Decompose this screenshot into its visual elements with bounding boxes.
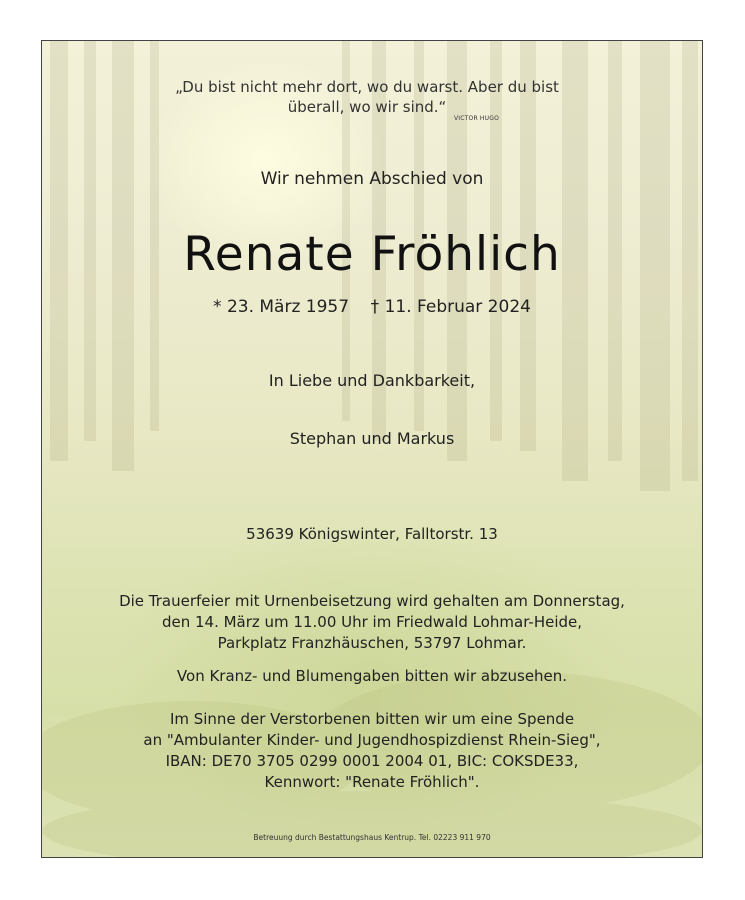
donation-line-3: IBAN: DE70 3705 0299 0001 2004 01, BIC: COKSDE33, (165, 752, 579, 770)
intro-text: Wir nehmen Abschied von (260, 169, 484, 189)
ceremony-info (62, 591, 682, 654)
donation-line-1: Im Sinne der Verstorbenen bitten wir um eine Spende (169, 710, 575, 728)
quote-text (102, 77, 632, 117)
ceremony-line-1: Die Trauerfeier mit Urnenbeisetzung wird gehalten am Donnerstag, (119, 592, 625, 610)
dedication-text: In Liebe und Dankbarkeit, (268, 371, 476, 390)
family-address: 53639 Königswinter, Falltorstr. 13 (246, 525, 498, 543)
life-dates: * 23. März 1957 † 11. Februar 2024 (213, 297, 531, 317)
donation-line-4: Kennwort: "Renate Fröhlich". (264, 773, 480, 791)
quote-line-2: überall, wo wir sind.“ (287, 98, 447, 116)
donation-info (62, 709, 682, 793)
funeral-home-footer: Betreuung durch Bestattungshaus Kentrup. Tel. 02223 911 970 (253, 833, 491, 842)
quote-line-1: „Du bist nicht mehr dort, wo du warst. Aber du bist (175, 78, 559, 96)
ceremony-line-3: Parkplatz Franzhäuschen, 53797 Lohmar. (217, 634, 527, 652)
flowers-note: Von Kranz- und Blumengaben bitten wir abzusehen. (176, 667, 568, 685)
family-names: Stephan und Markus (289, 429, 455, 448)
ceremony-line-2: den 14. März um 11.00 Uhr im Friedwald Lohmar-Heide, (161, 613, 583, 631)
donation-line-2: an "Ambulanter Kinder- und Jugendhospizdienst Rhein-Sieg", (143, 731, 601, 749)
quote-author: VICTOR HUGO (454, 115, 500, 122)
deceased-name: Renate Fröhlich (183, 227, 561, 282)
obituary-card (41, 40, 703, 858)
